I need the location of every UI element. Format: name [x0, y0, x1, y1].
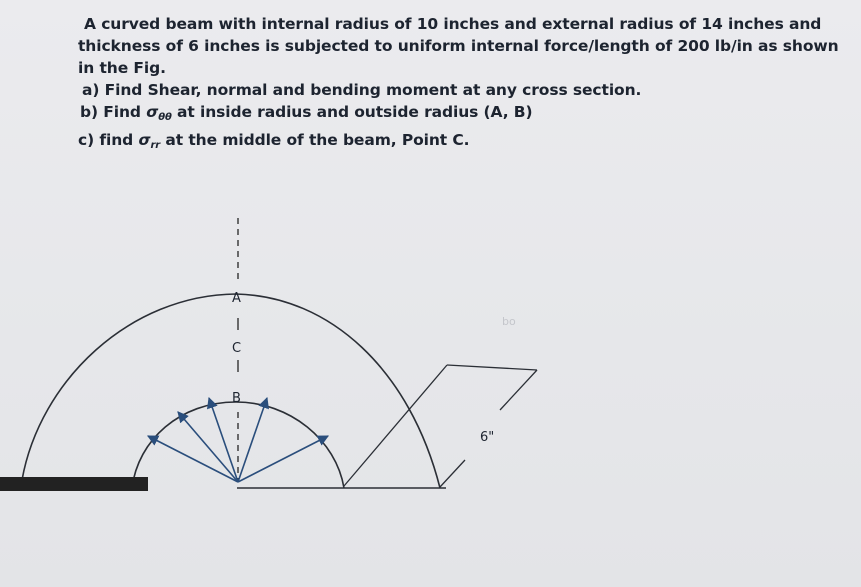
- problem-intro-line-2: thickness of 6 inches is subjected to uniform internal force/length of 200 lb/in as shown: [78, 37, 839, 55]
- thickness-edge-bottom: [440, 460, 465, 487]
- point-a-label: A: [232, 291, 241, 306]
- problem-intro-line-1: A curved beam with internal radius of 10 inches and external radius of 14 inches and: [84, 15, 822, 33]
- load-arrow-2: [178, 412, 238, 482]
- thickness-edge-lower: [344, 365, 447, 486]
- part-c-suffix: at the middle of the beam, Point C.: [160, 131, 470, 149]
- part-c-prefix: c) find: [78, 131, 139, 149]
- part-b-suffix: at inside radius and outside radius (A, B): [171, 103, 533, 121]
- point-b-label: B: [232, 391, 241, 406]
- faint-mark: bo: [502, 315, 516, 328]
- part-a: a) Find Shear, normal and bending moment at any cross section.: [82, 81, 642, 99]
- part-b-prefix: b) Find: [80, 103, 147, 121]
- point-c-label: C: [232, 341, 242, 356]
- fixed-support: [0, 477, 148, 491]
- thickness-edge-top: [447, 365, 537, 370]
- thickness-edge-right: [500, 370, 537, 410]
- thickness-dimension-label: 6": [480, 430, 495, 445]
- outer-radius-arc: [22, 294, 440, 488]
- sigma-rr-symbol: $\sigma_{rr}$: [138, 131, 161, 151]
- sigma-theta-theta-symbol: $\sigma_{\theta\theta}$: [146, 103, 172, 123]
- problem-intro-line-3: in the Fig.: [78, 59, 166, 77]
